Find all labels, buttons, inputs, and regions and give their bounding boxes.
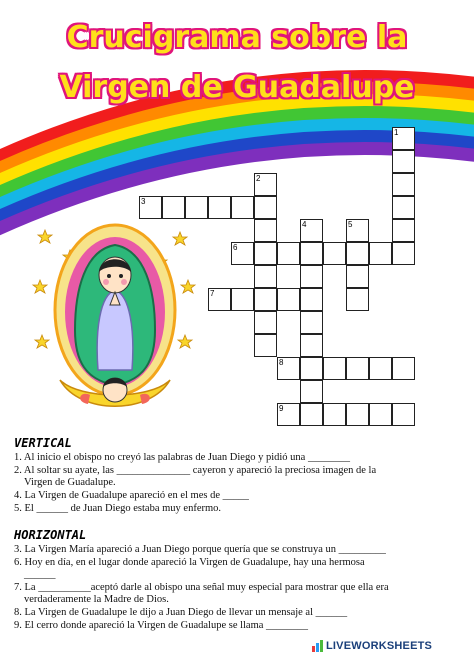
- vertical-clue-2-cont: Virgen de Guadalupe.: [24, 477, 116, 488]
- vertical-heading: VERTICAL: [14, 436, 72, 450]
- crossword-number-9: 9: [279, 404, 284, 413]
- crossword-cell[interactable]: [300, 311, 323, 334]
- crossword-cell[interactable]: [323, 242, 346, 265]
- crossword-number-1: 1: [394, 128, 399, 137]
- crossword-cell[interactable]: [369, 357, 392, 380]
- crossword-cell[interactable]: [346, 403, 369, 426]
- crossword-number-3: 3: [141, 197, 146, 206]
- crossword-cell[interactable]: [254, 196, 277, 219]
- vertical-clue-1: 1. Al inicio el obispo no creyó las palabras de Juan Diego y pidió una ________: [14, 452, 350, 463]
- crossword-cell[interactable]: [231, 288, 254, 311]
- crossword-cell[interactable]: [162, 196, 185, 219]
- crossword-cell[interactable]: [254, 219, 277, 242]
- crossword-cell[interactable]: [392, 403, 415, 426]
- crossword-number-6: 6: [233, 243, 238, 252]
- vertical-clue-2: 2. Al soltar su ayate, las ______________ cayeron y apareció la preciosa imagen de la: [14, 465, 377, 476]
- crossword-cell[interactable]: [346, 265, 369, 288]
- crossword-number-7: 7: [210, 289, 215, 298]
- crossword-cell[interactable]: [300, 380, 323, 403]
- crossword-cell[interactable]: [231, 196, 254, 219]
- liveworksheets-brand: LIVEWORKSHEETS: [326, 640, 433, 652]
- vertical-clue-4: 4. La Virgen de Guadalupe apareció en el mes de _____: [14, 490, 249, 501]
- crossword-cell[interactable]: [392, 242, 415, 265]
- horizontal-clue-7-cont: verdaderamente la Madre de Dios.: [24, 594, 169, 605]
- crossword-cell[interactable]: [208, 196, 231, 219]
- vertical-clue-5: 5. El ______ de Juan Diego estaba muy enfermo.: [14, 503, 222, 514]
- crossword-number-2: 2: [256, 174, 261, 183]
- title-line-1: Crucigrama sobre la: [66, 20, 408, 55]
- crossword-cell[interactable]: [300, 334, 323, 357]
- crossword-number-5: 5: [348, 220, 353, 229]
- crossword-cell[interactable]: [392, 150, 415, 173]
- crossword-cell[interactable]: [392, 173, 415, 196]
- crossword-cell[interactable]: [185, 196, 208, 219]
- crossword-number-8: 8: [279, 358, 284, 367]
- crossword-cell[interactable]: [392, 219, 415, 242]
- crossword-cell[interactable]: [323, 357, 346, 380]
- horizontal-heading: HORIZONTAL: [14, 528, 87, 542]
- liveworksheets-logo-icon: [312, 640, 324, 652]
- crossword-cell[interactable]: [254, 288, 277, 311]
- crossword-cell[interactable]: [346, 357, 369, 380]
- crossword-number-4: 4: [302, 220, 307, 229]
- crossword-cell[interactable]: [369, 403, 392, 426]
- crossword-cell[interactable]: [300, 265, 323, 288]
- crossword-cell[interactable]: [300, 403, 323, 426]
- crossword-cell[interactable]: [300, 357, 323, 380]
- crossword-cell[interactable]: [392, 196, 415, 219]
- crossword-cell[interactable]: [254, 334, 277, 357]
- crossword-cell[interactable]: [300, 288, 323, 311]
- crossword-cell[interactable]: [300, 242, 323, 265]
- horizontal-clue-3: 3. La Virgen María apareció a Juan Diego porque quería que se construya un _________: [14, 544, 386, 555]
- horizontal-clue-6-cont: ______: [24, 569, 56, 580]
- horizontal-clue-8: 8. La Virgen de Guadalupe le dijo a Juan Diego de llevar un mensaje al ______: [14, 607, 348, 618]
- crossword-cell[interactable]: [254, 242, 277, 265]
- horizontal-clue-9: 9. El cerro donde apareció la Virgen de Guadalupe se llama ________: [14, 620, 309, 631]
- crossword-cell[interactable]: [323, 403, 346, 426]
- crossword-cell[interactable]: [369, 242, 392, 265]
- crossword-cell[interactable]: [392, 357, 415, 380]
- crossword-cell[interactable]: [254, 265, 277, 288]
- crossword-cell[interactable]: [346, 242, 369, 265]
- horizontal-clue-7: 7. La __________aceptó darle al obispo una señal muy especial para mostrar que ella era: [14, 582, 389, 593]
- title-line-2: Virgen de Guadalupe: [59, 70, 415, 105]
- crossword-cell[interactable]: [346, 288, 369, 311]
- horizontal-clue-6: 6. Hoy en día, en el lugar donde apareció la Virgen de Guadalupe, hay una hermosa: [14, 557, 365, 568]
- crossword-cell[interactable]: [277, 242, 300, 265]
- crossword-cell[interactable]: [277, 288, 300, 311]
- crossword-cell[interactable]: [254, 311, 277, 334]
